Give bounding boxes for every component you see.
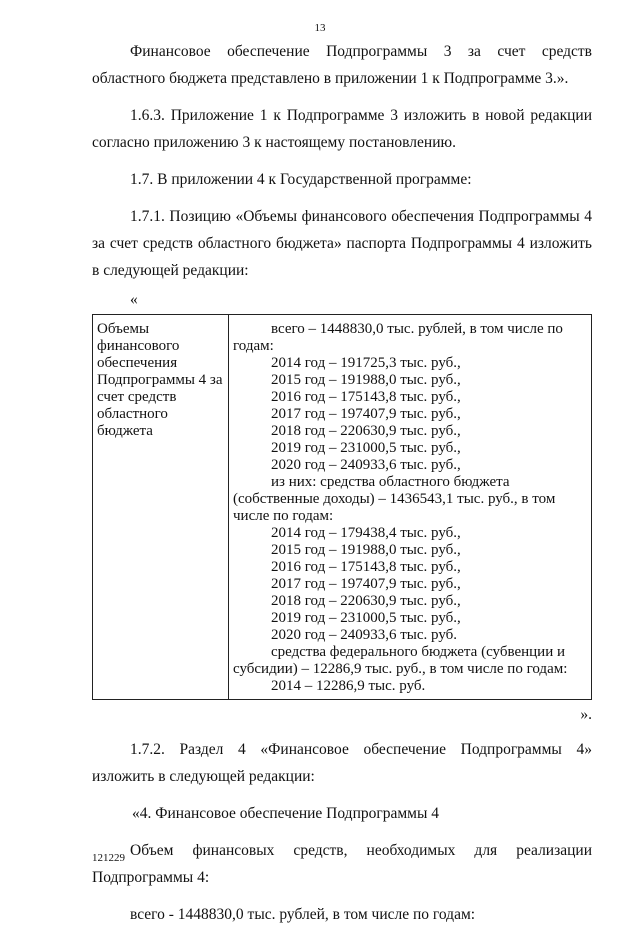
passport-row — [93, 315, 592, 700]
year-line-regional: 2014 год – 179438,4 тыс. руб., — [271, 525, 461, 541]
paragraph-total: всего - 1448830,0 тыс. рублей, в том числе по годам: — [130, 906, 476, 923]
year-line-regional: 2019 год – 231000,5 тыс. руб., — [271, 610, 461, 626]
year-line-all: 2018 год – 220630,9 тыс. руб., — [271, 423, 461, 439]
federal-budget-intro: средства федерального бюджета (субвенции и субсидии) – 12286,9 тыс. руб., в том числе по годам: — [233, 644, 568, 677]
paragraph-funding-volume: Объем финансовых средств, необходимых для реализации Подпрограммы 4: — [92, 842, 592, 886]
paragraph-subprogram3-funding: Финансовое обеспечение Подпрограммы 3 за счет средств областного бюджета представлено в приложении 1 к Подпрограмме 3.». — [92, 43, 592, 87]
year-line-regional: 2020 год – 240933,6 тыс. руб. — [271, 627, 458, 643]
paragraph-1-6-3: 1.6.3. Приложение 1 к Подпрограмме 3 изложить в новой редакции согласно приложению 3 к настоящему постановлению. — [92, 107, 592, 151]
paragraph-1-7-2: 1.7.2. Раздел 4 «Финансовое обеспечение Подпрограммы 4» изложить в следующей редакции: — [92, 741, 592, 785]
section-heading: «4. Финансовое обеспечение Подпрограммы 4 — [132, 805, 440, 822]
year-line-all: 2017 год – 197407,9 тыс. руб., — [271, 406, 461, 422]
regional-budget-intro: из них: средства областного бюджета (собственные доходы) – 1436543,1 тыс. руб., в том числе по годам: — [233, 474, 556, 524]
paragraph-1-7: 1.7. В приложении 4 к Государственной программе: — [130, 171, 472, 188]
federal-year-line: 2014 – 12286,9 тыс. руб. — [271, 678, 426, 694]
quote-open-mark: « — [130, 291, 138, 308]
passport-label-cell — [93, 315, 229, 700]
passport-label: Объемы финансового обеспечения Подпрограммы 4 за счет средств областного бюджета — [97, 321, 223, 439]
year-line-regional: 2018 год – 220630,9 тыс. руб., — [271, 593, 461, 609]
year-line-all: 2016 год – 175143,8 тыс. руб., — [271, 389, 461, 405]
year-line-all: 2020 год – 240933,6 тыс. руб., — [271, 457, 461, 473]
total-line: всего – 1448830,0 тыс. рублей, в том числе по годам: — [233, 321, 563, 354]
page-number: 13 — [314, 22, 326, 34]
paragraph-1-7-1: 1.7.1. Позицию «Объемы финансового обеспечения Подпрограммы 4 за счет средств областного бюджета» паспорта Подпрограммы 4 изложить в следующей редакции: — [92, 208, 592, 279]
passport-value-cell — [229, 315, 592, 700]
document-body — [92, 38, 592, 928]
footer-document-code: 121229 — [92, 852, 125, 864]
passport-table — [92, 314, 592, 700]
quote-close-mark: ». — [580, 706, 592, 723]
year-line-regional: 2016 год – 175143,8 тыс. руб., — [271, 559, 461, 575]
year-line-all: 2015 год – 191988,0 тыс. руб., — [271, 372, 461, 388]
year-line-all: 2014 год – 191725,3 тыс. руб., — [271, 355, 461, 371]
year-line-all: 2019 год – 231000,5 тыс. руб., — [271, 440, 461, 456]
year-line-regional: 2017 год – 197407,9 тыс. руб., — [271, 576, 461, 592]
year-line-regional: 2015 год – 191988,0 тыс. руб., — [271, 542, 461, 558]
